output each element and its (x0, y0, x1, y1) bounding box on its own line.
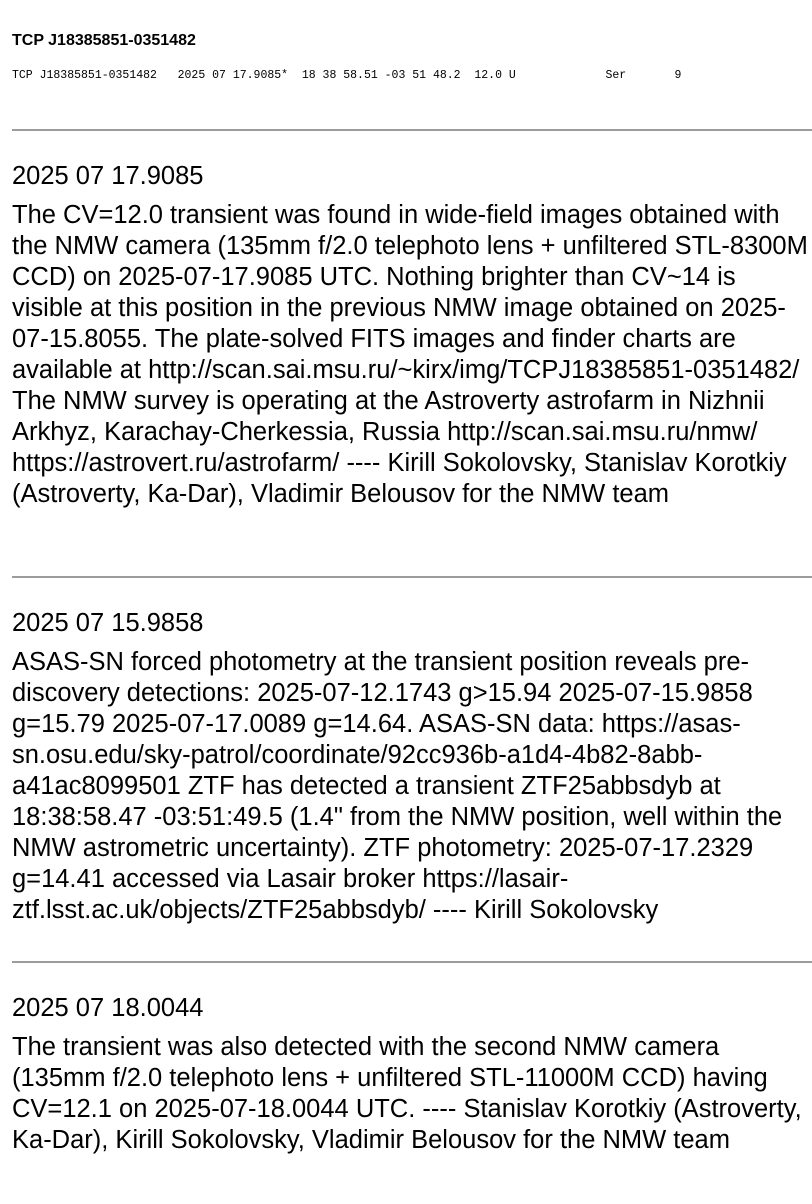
entry-date: 2025 07 15.9858 (12, 609, 204, 637)
entry-text: The CV=12.0 transient was found in wide-field images obtained with the NMW camera (135mm f/2.0 telephoto lens + unfiltered STL-8300M CCD) on 2025-07-17.9085 UTC. Nothing brighter than CV~14 is visible at this position in the previous NMW image obtained on 2025-07-15.8055. The plate-solved FITS images and finder charts are available at http://scan.sai.msu.ru/~kirx/img/TCPJ18385851-0351482/ The NMW survey is operating at the Astroverty astrofarm in Nizhnii Arkhyz, Karachay-Cherkessia, Russia http://scan.sai.msu.ru/nmw/ https://astrovert.ru/astrofarm/ ---- Kirill Sokolovsky, Stanislav Korotkiy (Astroverty, Ka-Dar), Vladimir Belousov for the NMW team (12, 201, 808, 508)
divider (12, 576, 812, 578)
entry-date: 2025 07 18.0044 (12, 994, 204, 1022)
entry-text: ASAS-SN forced photometry at the transient position reveals pre-discovery detections: 2025-07-12.1743 g>15.94 2025-07-15.9858 g=15.79 2025-07-17.0089 g=14.64. ASAS-SN data: https://asas-sn.osu.edu/sky-patrol/coordinate/92cc936b-a1d4-4b82-8abb-a41ac8099501 ZTF has detected a transient ZTF25abbsdyb at 18:38:58.47 -03:51:49.5 (1.4" from the NMW position, well within the NMW astrometric uncertainty). ZTF photometry: 2025-07-17.2329 g=14.41 accessed via Lasair broker https://lasair-ztf.lsst.ac.uk/objects/ZTF25abbsdyb/ ---- Kirill Sokolovsky (12, 648, 783, 924)
entry-date: 2025 07 17.9085 (12, 162, 204, 190)
divider (12, 961, 812, 963)
entry-text: The transient was also detected with the second NMW camera (135mm f/2.0 telephoto lens + unfiltered STL-11000M CCD) having CV=12.1 on 2025-07-18.0044 UTC. ---- Stanislav Korotkiy (Astroverty, Ka-Dar), Kirill Sokolovsky, Vladimir Belousov for the NMW team (12, 1033, 802, 1154)
object-record-line: TCP J18385851-0351482 2025 07 17.9085* 18 38 58.51 -03 51 48.2 12.0 U Ser 9 (12, 69, 682, 82)
page-title: TCP J18385851-0351482 (12, 32, 196, 49)
divider (12, 129, 812, 131)
